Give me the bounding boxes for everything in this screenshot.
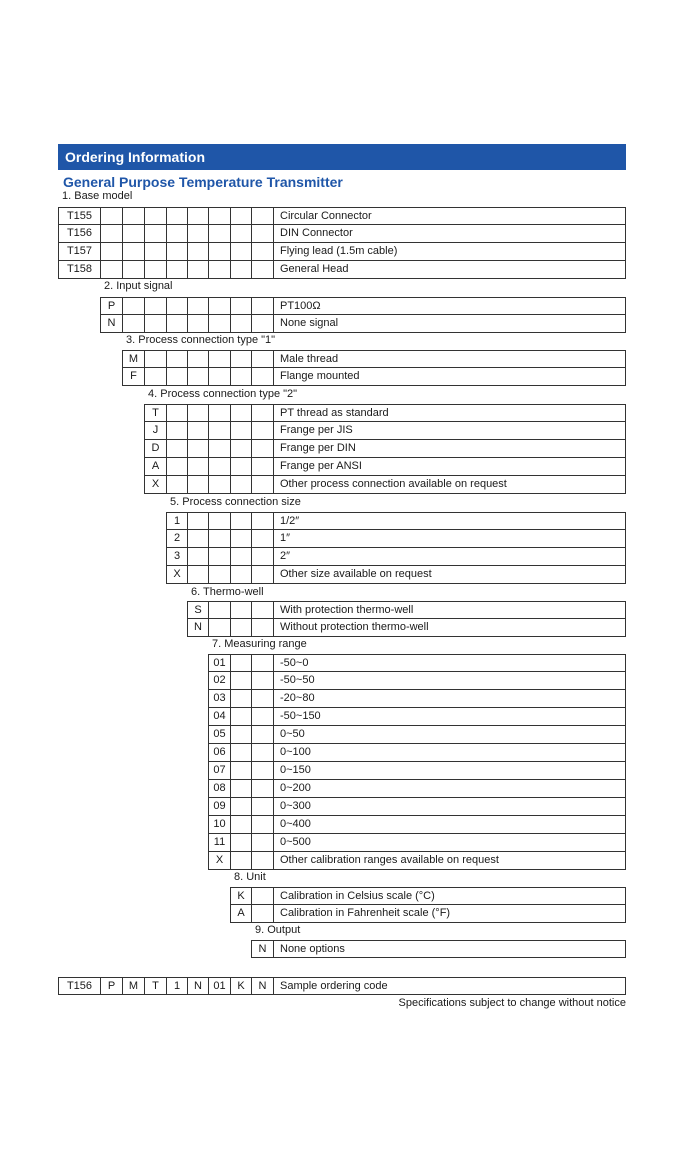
- table-row: [208, 726, 626, 744]
- code-cell: 03: [209, 690, 231, 707]
- empty-cell: [252, 888, 274, 904]
- empty-cell: [252, 744, 274, 761]
- empty-cell: [188, 476, 209, 493]
- empty-cell: [123, 315, 145, 332]
- section-label: 2. Input signal: [104, 280, 173, 292]
- empty-cell: [231, 225, 252, 242]
- empty-cell: [231, 315, 252, 332]
- table-row: [144, 404, 626, 422]
- description-cell: 0~500: [280, 836, 311, 848]
- product-subtitle: General Purpose Temperature Transmitter: [63, 174, 343, 190]
- empty-cell: [231, 602, 252, 618]
- section-label: 5. Process connection size: [170, 496, 301, 508]
- footer-note: Specifications subject to change without notice: [398, 997, 626, 1009]
- table-row: [166, 512, 626, 530]
- empty-cell: [167, 440, 188, 457]
- empty-cell: [123, 208, 145, 224]
- empty-cell: [231, 351, 252, 367]
- code-cell: T157: [59, 243, 101, 260]
- table-row: [208, 744, 626, 762]
- empty-cell: [231, 708, 252, 725]
- description-cell: -50~0: [280, 657, 309, 669]
- code-cell: A: [231, 905, 252, 922]
- empty-cell: [167, 225, 188, 242]
- table-row: [58, 207, 626, 225]
- empty-cell: [252, 351, 274, 367]
- empty-cell: [209, 368, 231, 385]
- code-cell: N: [252, 978, 274, 994]
- empty-cell: [167, 368, 188, 385]
- table-row: [187, 619, 626, 637]
- empty-cell: [231, 368, 252, 385]
- description-cell: -50~50: [280, 674, 315, 686]
- empty-cell: [209, 602, 231, 618]
- empty-cell: [188, 298, 209, 314]
- empty-cell: [231, 690, 252, 707]
- empty-cell: [188, 440, 209, 457]
- table-row: [166, 566, 626, 584]
- empty-cell: [231, 834, 252, 851]
- table-row: [208, 762, 626, 780]
- description-cell: PT100Ω: [280, 300, 321, 312]
- empty-cell: [188, 548, 209, 565]
- empty-cell: [252, 619, 274, 636]
- code-cell: M: [123, 351, 145, 367]
- description-cell: None options: [280, 943, 345, 955]
- empty-cell: [209, 530, 231, 547]
- code-cell: 2: [167, 530, 188, 547]
- code-cell: 05: [209, 726, 231, 743]
- description-cell: Frange per ANSI: [280, 460, 362, 472]
- empty-cell: [167, 476, 188, 493]
- empty-cell: [188, 458, 209, 475]
- description-cell: None signal: [280, 317, 339, 329]
- empty-cell: [252, 566, 274, 583]
- section-label: 9. Output: [255, 924, 301, 936]
- code-cell: 08: [209, 780, 231, 797]
- table-row: [208, 834, 626, 852]
- empty-cell: [252, 905, 274, 922]
- empty-cell: [209, 422, 231, 439]
- empty-cell: [252, 243, 274, 260]
- section-label: 8. Unit: [234, 871, 266, 883]
- code-cell: K: [231, 888, 252, 904]
- table-row: [122, 368, 626, 386]
- empty-cell: [252, 513, 274, 529]
- table-row: [144, 440, 626, 458]
- empty-cell: [252, 368, 274, 385]
- description-cell: DIN Connector: [280, 227, 353, 239]
- empty-cell: [252, 458, 274, 475]
- empty-cell: [188, 208, 209, 224]
- table-row: [58, 261, 626, 279]
- empty-cell: [209, 619, 231, 636]
- empty-cell: [231, 619, 252, 636]
- empty-cell: [188, 422, 209, 439]
- code-cell: 3: [167, 548, 188, 565]
- code-cell: S: [188, 602, 209, 618]
- code-cell: X: [167, 566, 188, 583]
- description-cell: Calibration in Celsius scale (°C): [280, 890, 435, 902]
- table-row: [100, 297, 626, 315]
- empty-cell: [209, 208, 231, 224]
- code-cell: T: [145, 405, 167, 421]
- empty-cell: [145, 208, 167, 224]
- empty-cell: [209, 243, 231, 260]
- empty-cell: [252, 852, 274, 869]
- description-cell: Circular Connector: [280, 210, 372, 222]
- empty-cell: [231, 816, 252, 833]
- code-cell: F: [123, 368, 145, 385]
- empty-cell: [101, 243, 123, 260]
- code-cell: P: [101, 978, 123, 994]
- empty-cell: [252, 780, 274, 797]
- empty-cell: [145, 225, 167, 242]
- empty-cell: [101, 208, 123, 224]
- empty-cell: [252, 405, 274, 421]
- code-cell: 1: [167, 978, 188, 994]
- table-row: [208, 672, 626, 690]
- table-row: [208, 798, 626, 816]
- empty-cell: [252, 816, 274, 833]
- description-cell: Frange per JIS: [280, 424, 353, 436]
- description-cell: 0~100: [280, 746, 311, 758]
- empty-cell: [231, 476, 252, 493]
- code-cell: 09: [209, 798, 231, 815]
- code-cell: K: [231, 978, 252, 994]
- empty-cell: [231, 243, 252, 260]
- description-cell: 0~150: [280, 764, 311, 776]
- table-row: [208, 780, 626, 798]
- empty-cell: [167, 261, 188, 278]
- empty-cell: [209, 513, 231, 529]
- table-row: [100, 315, 626, 333]
- empty-cell: [231, 655, 252, 671]
- empty-cell: [123, 298, 145, 314]
- description-cell: Male thread: [280, 353, 339, 365]
- empty-cell: [145, 298, 167, 314]
- empty-cell: [252, 530, 274, 547]
- empty-cell: [188, 566, 209, 583]
- description-cell: Other calibration ranges available on request: [280, 854, 499, 866]
- empty-cell: [101, 225, 123, 242]
- empty-cell: [231, 852, 252, 869]
- empty-cell: [209, 548, 231, 565]
- table-row: [208, 708, 626, 726]
- empty-cell: [252, 440, 274, 457]
- description-cell: 1/2″: [280, 515, 300, 527]
- code-cell: 10: [209, 816, 231, 833]
- empty-cell: [145, 243, 167, 260]
- section-label: 3. Process connection type "1": [126, 334, 276, 346]
- empty-cell: [231, 530, 252, 547]
- code-cell: M: [123, 978, 145, 994]
- code-cell: D: [145, 440, 167, 457]
- code-cell: T156: [59, 225, 101, 242]
- table-row: [230, 887, 626, 905]
- empty-cell: [167, 208, 188, 224]
- empty-cell: [167, 315, 188, 332]
- empty-cell: [167, 422, 188, 439]
- description-cell: 0~300: [280, 800, 311, 812]
- table-row: [144, 422, 626, 440]
- section-label: 7. Measuring range: [212, 638, 307, 650]
- empty-cell: [231, 672, 252, 689]
- description-cell: Flying lead (1.5m cable): [280, 245, 398, 257]
- empty-cell: [252, 548, 274, 565]
- empty-cell: [188, 513, 209, 529]
- empty-cell: [123, 225, 145, 242]
- table-row: [187, 601, 626, 619]
- code-cell: 11: [209, 834, 231, 851]
- code-cell: 01: [209, 978, 231, 994]
- empty-cell: [209, 476, 231, 493]
- table-row: [144, 458, 626, 476]
- empty-cell: [231, 405, 252, 421]
- description-cell: 0~200: [280, 782, 311, 794]
- empty-cell: [252, 602, 274, 618]
- empty-cell: [188, 351, 209, 367]
- code-cell: X: [145, 476, 167, 493]
- section-label: 6. Thermo-well: [191, 586, 264, 598]
- empty-cell: [145, 261, 167, 278]
- empty-cell: [145, 351, 167, 367]
- code-cell: 07: [209, 762, 231, 779]
- empty-cell: [252, 315, 274, 332]
- table-row: [251, 940, 626, 958]
- empty-cell: [231, 208, 252, 224]
- code-cell: P: [101, 298, 123, 314]
- empty-cell: [209, 315, 231, 332]
- description-cell: Other process connection available on request: [280, 478, 507, 490]
- table-row: [166, 530, 626, 548]
- code-cell: T156: [59, 978, 101, 994]
- code-cell: N: [252, 941, 274, 957]
- empty-cell: [209, 225, 231, 242]
- description-cell: 1″: [280, 532, 291, 544]
- empty-cell: [123, 243, 145, 260]
- empty-cell: [231, 548, 252, 565]
- description-cell: PT thread as standard: [280, 407, 389, 419]
- empty-cell: [188, 243, 209, 260]
- empty-cell: [167, 458, 188, 475]
- table-row: [208, 654, 626, 672]
- empty-cell: [231, 726, 252, 743]
- empty-cell: [231, 744, 252, 761]
- empty-cell: [252, 208, 274, 224]
- code-cell: N: [188, 978, 209, 994]
- table-row: [122, 350, 626, 368]
- empty-cell: [209, 351, 231, 367]
- description-cell: 0~400: [280, 818, 311, 830]
- code-cell: T155: [59, 208, 101, 224]
- ordering-information-banner: Ordering Information: [58, 144, 626, 170]
- code-cell: N: [188, 619, 209, 636]
- empty-cell: [252, 834, 274, 851]
- empty-cell: [231, 422, 252, 439]
- table-row: [208, 690, 626, 708]
- empty-cell: [231, 513, 252, 529]
- empty-cell: [188, 368, 209, 385]
- description-cell: With protection thermo-well: [280, 604, 414, 616]
- empty-cell: [252, 690, 274, 707]
- empty-cell: [231, 798, 252, 815]
- description-cell: Calibration in Fahrenheit scale (°F): [280, 907, 451, 919]
- code-cell: 1: [167, 513, 188, 529]
- empty-cell: [252, 798, 274, 815]
- empty-cell: [231, 458, 252, 475]
- table-row: [58, 243, 626, 261]
- section-label: 1. Base model: [62, 190, 133, 202]
- code-cell: 01: [209, 655, 231, 671]
- empty-cell: [167, 351, 188, 367]
- empty-cell: [231, 780, 252, 797]
- code-cell: 02: [209, 672, 231, 689]
- empty-cell: [231, 440, 252, 457]
- empty-cell: [209, 405, 231, 421]
- section-label: 4. Process connection type "2": [148, 388, 298, 400]
- empty-cell: [209, 261, 231, 278]
- empty-cell: [252, 762, 274, 779]
- code-cell: T158: [59, 261, 101, 278]
- description-cell: Without protection thermo-well: [280, 621, 429, 633]
- table-row: [230, 905, 626, 923]
- description-cell: -20~80: [280, 692, 315, 704]
- sample-ordering-code-row: [58, 977, 626, 995]
- empty-cell: [188, 261, 209, 278]
- empty-cell: [209, 298, 231, 314]
- empty-cell: [167, 243, 188, 260]
- description-cell: Flange mounted: [280, 370, 360, 382]
- code-cell: X: [209, 852, 231, 869]
- code-cell: 06: [209, 744, 231, 761]
- empty-cell: [252, 726, 274, 743]
- empty-cell: [231, 261, 252, 278]
- table-row: [166, 548, 626, 566]
- code-cell: N: [101, 315, 123, 332]
- description-cell: General Head: [280, 263, 349, 275]
- empty-cell: [231, 298, 252, 314]
- empty-cell: [231, 566, 252, 583]
- empty-cell: [101, 261, 123, 278]
- empty-cell: [145, 315, 167, 332]
- empty-cell: [145, 368, 167, 385]
- code-cell: J: [145, 422, 167, 439]
- empty-cell: [252, 298, 274, 314]
- empty-cell: [231, 762, 252, 779]
- empty-cell: [209, 566, 231, 583]
- empty-cell: [209, 440, 231, 457]
- table-row: [208, 852, 626, 870]
- description-cell: 0~50: [280, 728, 305, 740]
- empty-cell: [188, 405, 209, 421]
- table-row: [58, 225, 626, 243]
- empty-cell: [252, 225, 274, 242]
- description-cell: Other size available on request: [280, 568, 432, 580]
- empty-cell: [167, 405, 188, 421]
- table-row: [144, 476, 626, 494]
- empty-cell: [188, 530, 209, 547]
- empty-cell: [123, 261, 145, 278]
- empty-cell: [252, 476, 274, 493]
- table-row: [208, 816, 626, 834]
- empty-cell: [252, 708, 274, 725]
- code-cell: 04: [209, 708, 231, 725]
- code-cell: A: [145, 458, 167, 475]
- empty-cell: [252, 672, 274, 689]
- empty-cell: [252, 422, 274, 439]
- empty-cell: [209, 458, 231, 475]
- description-cell: -50~150: [280, 710, 321, 722]
- description-cell: 2″: [280, 550, 291, 562]
- empty-cell: [252, 261, 274, 278]
- code-cell: T: [145, 978, 167, 994]
- empty-cell: [188, 315, 209, 332]
- empty-cell: [252, 655, 274, 671]
- description-cell: Frange per DIN: [280, 442, 356, 454]
- empty-cell: [188, 225, 209, 242]
- description-cell: Sample ordering code: [280, 980, 388, 992]
- empty-cell: [167, 298, 188, 314]
